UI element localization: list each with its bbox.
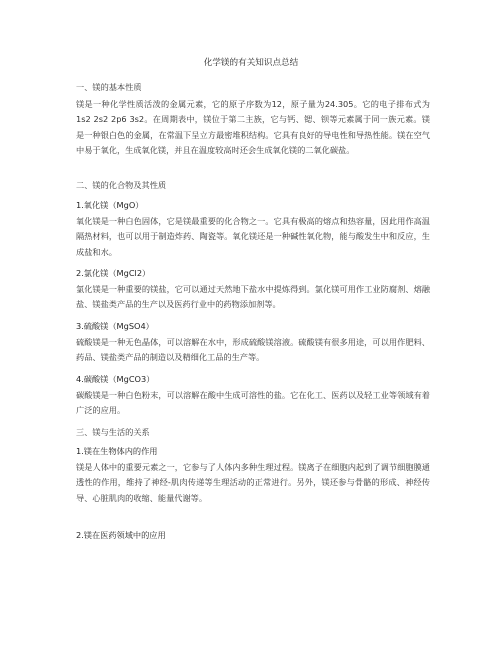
subheading-mgco3: 4.碳酸镁（MgCO3） <box>76 374 155 384</box>
subheading-biology: 1.镁在生物体内的作用 <box>76 446 158 456</box>
paragraph-basic-properties: 镁是一种化学性质活泼的金属元素，它的原子序数为12，原子量为24.305。它的电子排布式为1s2 2s2 2p6 3s2。在周期表中，镁位于第二主族，它与钙、锶、钡等元素属于同一族元素。镁是一种银白色的金属，在常温下呈立方最密堆积结构。它具有良好的导电性和导热性能。镁在空气中易于氧化，生成氧化镁，并且在温度较高时还会生成氧化镁的二氧化碳盐。 <box>76 99 430 155</box>
subheading-medicine: 2.镁在医药领域中的应用 <box>76 530 166 540</box>
paragraph-biology: 镁是人体中的重要元素之一，它参与了人体内多种生理过程。镁离子在细胞内起到了调节细胞膜通透性的作用，维持了神经-肌肉传递等生理活动的正常进行。另外，镁还参与骨骼的形成、神经传导、心脏肌肉的收缩、能量代谢等。 <box>76 462 430 503</box>
paragraph-mgcl2: 氯化镁是一种重要的镁盐，它可以通过天然地下盐水中提炼得到。氯化镁可用作工业防腐剂、熔融盐、镁盐类产品的生产以及医药行业中的药物添加剂等。 <box>76 284 430 310</box>
section-heading-basic-properties: 一、镁的基本性质 <box>76 82 142 92</box>
subheading-mgo: 1.氧化镁（MgO） <box>76 200 144 210</box>
paragraph-mgo: 氧化镁是一种白色固体，它是镁最重要的化合物之一。它具有极高的熔点和热容量，因此用作高温隔热材料，也可以用于制造炸药、陶瓷等。氧化镁还是一种碱性氧化物，能与酸发生中和反应，生成盐和水。 <box>76 216 430 257</box>
section-heading-compounds: 二、镁的化合物及其性质 <box>76 180 167 190</box>
document-title: 化学镁的有关知识点总结 <box>203 58 299 68</box>
subheading-mgso4: 3.硫酸镁（MgSO4） <box>76 321 154 331</box>
paragraph-mgco3: 碳酸镁是一种白色粉末，可以溶解在酸中生成可溶性的盐。它在化工、医药以及轻工业等领域有着广泛的应用。 <box>76 390 430 416</box>
subheading-mgcl2: 2.氯化镁（MgCl2） <box>76 268 151 278</box>
paragraph-mgso4: 硫酸镁是一种无色晶体，可以溶解在水中，形成硫酸镁溶液。硫酸镁有很多用途，可以用作肥料、药品、镁盐类产品的制造以及精细化工品的生产等。 <box>76 337 430 363</box>
section-heading-life: 三、镁与生活的关系 <box>76 427 150 437</box>
